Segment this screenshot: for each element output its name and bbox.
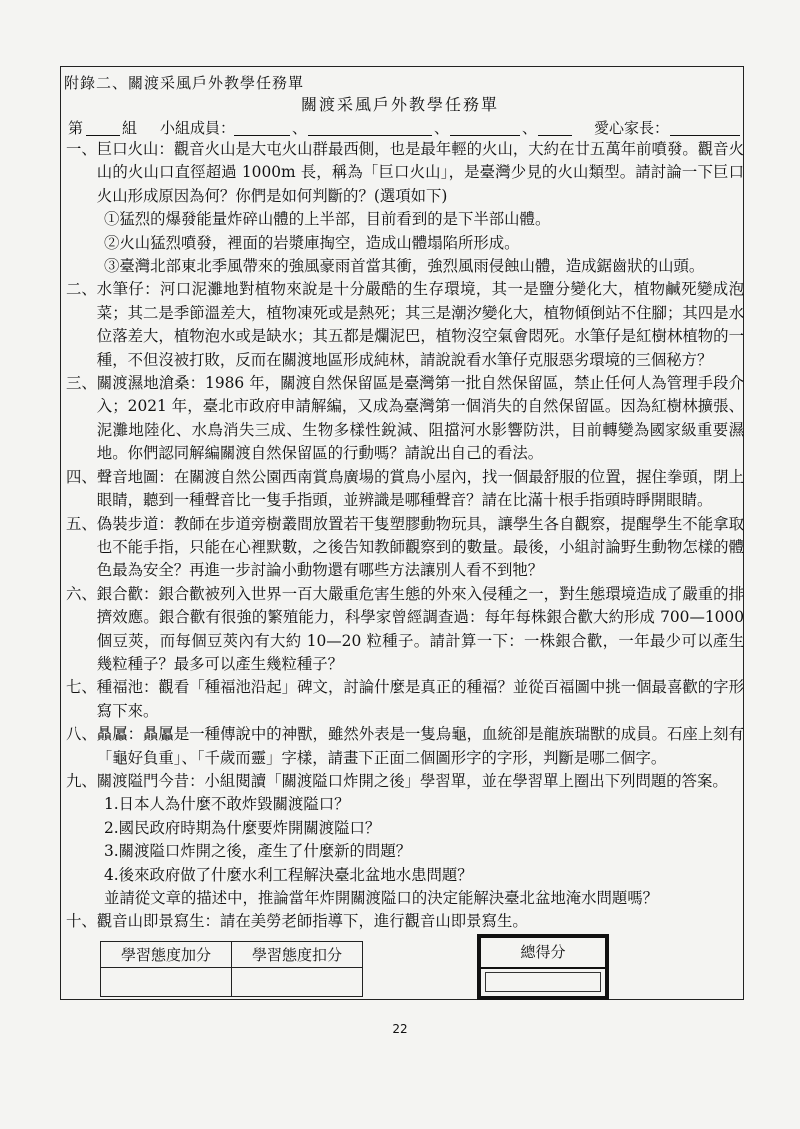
total-score-box xyxy=(477,934,609,1000)
task-item-6 xyxy=(66,583,744,677)
question-1: 1.日本人為什麼不敢炸毀關渡隘口？ xyxy=(104,795,350,814)
group-info-line xyxy=(66,117,746,139)
question-final: 並請從文章的描述中，推論當年炸開關渡隘口的決定能解決臺北盆地淹水問題嗎？ xyxy=(104,889,659,907)
total-score-label: 總得分 xyxy=(481,938,605,969)
task-item-8 xyxy=(66,723,744,770)
members-label: 小組成員： xyxy=(160,119,236,137)
task-item-4 xyxy=(66,466,744,513)
task-number: 四、 xyxy=(66,467,97,486)
member-separator-2: 、 xyxy=(434,119,450,137)
group-prefix: 第 xyxy=(68,119,84,137)
task-number: 八、 xyxy=(66,725,97,744)
appendix-label: 附錄二、關渡采風戶外教學任務單 xyxy=(64,74,305,92)
task-number: 二、 xyxy=(66,280,97,299)
group-number-blank[interactable] xyxy=(86,135,120,136)
attitude-score-table xyxy=(100,941,363,997)
page-number: 22 xyxy=(392,1022,408,1036)
option-2: ②火山猛烈噴發，裡面的岩漿庫掏空，造成山體塌陷所形成。 xyxy=(104,233,520,252)
question-3: 3.關渡隘口炸開之後，產生了什麼新的問題？ xyxy=(104,842,412,861)
page-title: 關渡采風戶外教學任務單 xyxy=(300,95,499,114)
task-item-7 xyxy=(66,676,744,723)
bonus-cell[interactable] xyxy=(101,968,232,997)
task-number: 九、 xyxy=(66,771,97,790)
member-blank-1[interactable] xyxy=(234,135,290,136)
member-blank-3[interactable] xyxy=(450,135,520,136)
question-2: 2.國民政府時期為什麼要炸開關渡隘口？ xyxy=(104,818,381,837)
task-text: 贔屭：贔屭是一種傳說中的神獸，雖然外表是一隻烏龜，血統卻是龍族瑞獸的成員。石座上刻有「龜好負重」、「千歲而靈」字樣，請畫下正面二個圖形字的字形，判斷是哪二個字。 xyxy=(96,725,744,767)
task-text: 巨口火山：觀音火山是大屯火山群最西側，也是最年輕的火山，大約在廿五萬年前噴發。觀音火山的火山口直徑超過 1000m 長，稱為「巨口火山」，是臺灣少見的火山類型。請討論一下巨口火山形成原因為何？你們是如何判斷的？(選項如下) xyxy=(96,140,744,205)
volunteer-label: 愛心家長： xyxy=(594,119,670,137)
option-1: ①猛烈的爆發能量炸碎山體的上半部，目前看到的是下半部山體。 xyxy=(104,210,551,229)
task-text: 銀合歡：銀合歡被列入世界一百大嚴重危害生態的外來入侵種之一，對生態環境造成了嚴重的排擠效應。銀合歡有很強的繁殖能力，科學家曾經調查過：每年每株銀合歡大約形成 700—1000 個豆莢，而每個豆莢內有大約 10—20 粒種子。請計算一下：一株銀合歡，一年最少可以產生幾粒種子？最多可以產生幾粒種子？ xyxy=(96,584,744,673)
bonus-header: 學習態度加分 xyxy=(101,942,232,968)
member-blank-4[interactable] xyxy=(538,135,572,136)
task-text: 關渡濕地滄桑：1986 年，關渡自然保留區是臺灣第一批自然保留區，禁止任何人為管理手段介入；2021 年，臺北市政府申請解編，又成為臺灣第一個消失的自然保留區。因為紅樹林擴張、泥灘地陸化、水鳥消失三成、生物多樣性銳減、阻擋河水影響防洪，目前轉變為國家級重要濕地。你們認同解編關渡自然保留區的行動嗎？請說出自己的看法。 xyxy=(96,374,744,463)
task-text: 水筆仔：河口泥灘地對植物來說是十分嚴酷的生存環境，其一是鹽分變化大，植物鹹死變成泡菜；其二是季節溫差大，植物凍死或是熱死；其三是潮汐變化大，植物傾倒站不住腳；其四是水位落差大，植物泡水或是缺水；其五都是爛泥巴，植物沒空氣會悶死。水筆仔是紅樹林植物的一種，不但沒被打敗，反而在關渡地區形成純林，請說說看水筆仔克服惡劣環境的三個秘方？ xyxy=(96,280,744,369)
member-separator-1: 、 xyxy=(292,119,308,137)
question-4: 4.後來政府做了什麼水利工程解決臺北盆地水患問題？ xyxy=(104,865,473,884)
task-item-9 xyxy=(66,770,744,793)
task-text: 關渡隘門今昔：小組閱讀「關渡隘口炸開之後」學習單，並在學習單上圈出下列問題的答案。 xyxy=(96,771,728,790)
task-number: 六、 xyxy=(66,584,97,603)
task-item-3 xyxy=(66,372,744,466)
task-text: 種福池：觀看「種福池沿起」碑文，討論什麼是真正的種福？並從百福圖中挑一個最喜歡的字形寫下來。 xyxy=(96,678,744,720)
member-separator-3: 、 xyxy=(522,119,538,137)
task-text: 聲音地圖：在關渡自然公園西南賞鳥廣場的賞鳥小屋內，找一個最舒服的位置，握住拳頭，閉上眼睛，聽到一種聲音比一隻手指頭，並辨識是哪種聲音？請在比滿十根手指頭時睜開眼睛。 xyxy=(96,467,744,510)
task-item-1 xyxy=(66,138,744,208)
task-number: 七、 xyxy=(66,678,97,697)
task-text: 偽裝步道：教師在步道旁樹叢間放置若干隻塑膠動物玩具，讓學生各自觀察，提醒學生不能拿取也不能手指，只能在心裡默數，之後告知教師觀察到的數量。最後，小組討論野生動物怎樣的體色最為安全？再進一步討論小動物還有哪些方法讓別人看不到牠？ xyxy=(96,514,744,580)
task-text: 觀音山即景寫生：請在美勞老師指導下，進行觀音山即景寫生。 xyxy=(96,912,528,931)
task-item-5 xyxy=(66,513,744,583)
total-score-cell[interactable] xyxy=(485,972,601,992)
task-number: 十、 xyxy=(66,912,97,931)
task-number: 五、 xyxy=(66,514,97,533)
task-number: 三、 xyxy=(66,374,97,393)
option-3: ③臺灣北部東北季風帶來的強風豪雨首當其衝，強烈風雨侵蝕山體，造成鋸齒狀的山頭。 xyxy=(104,257,705,276)
group-suffix: 組 xyxy=(122,119,138,137)
task-item-2 xyxy=(66,278,744,372)
task-number: 一、 xyxy=(66,140,97,158)
deduct-header: 學習態度扣分 xyxy=(232,942,363,968)
deduct-cell[interactable] xyxy=(232,968,363,997)
task-list xyxy=(66,138,744,934)
member-blank-2[interactable] xyxy=(308,135,432,136)
volunteer-blank[interactable] xyxy=(670,135,740,136)
task-item-10 xyxy=(66,910,744,933)
